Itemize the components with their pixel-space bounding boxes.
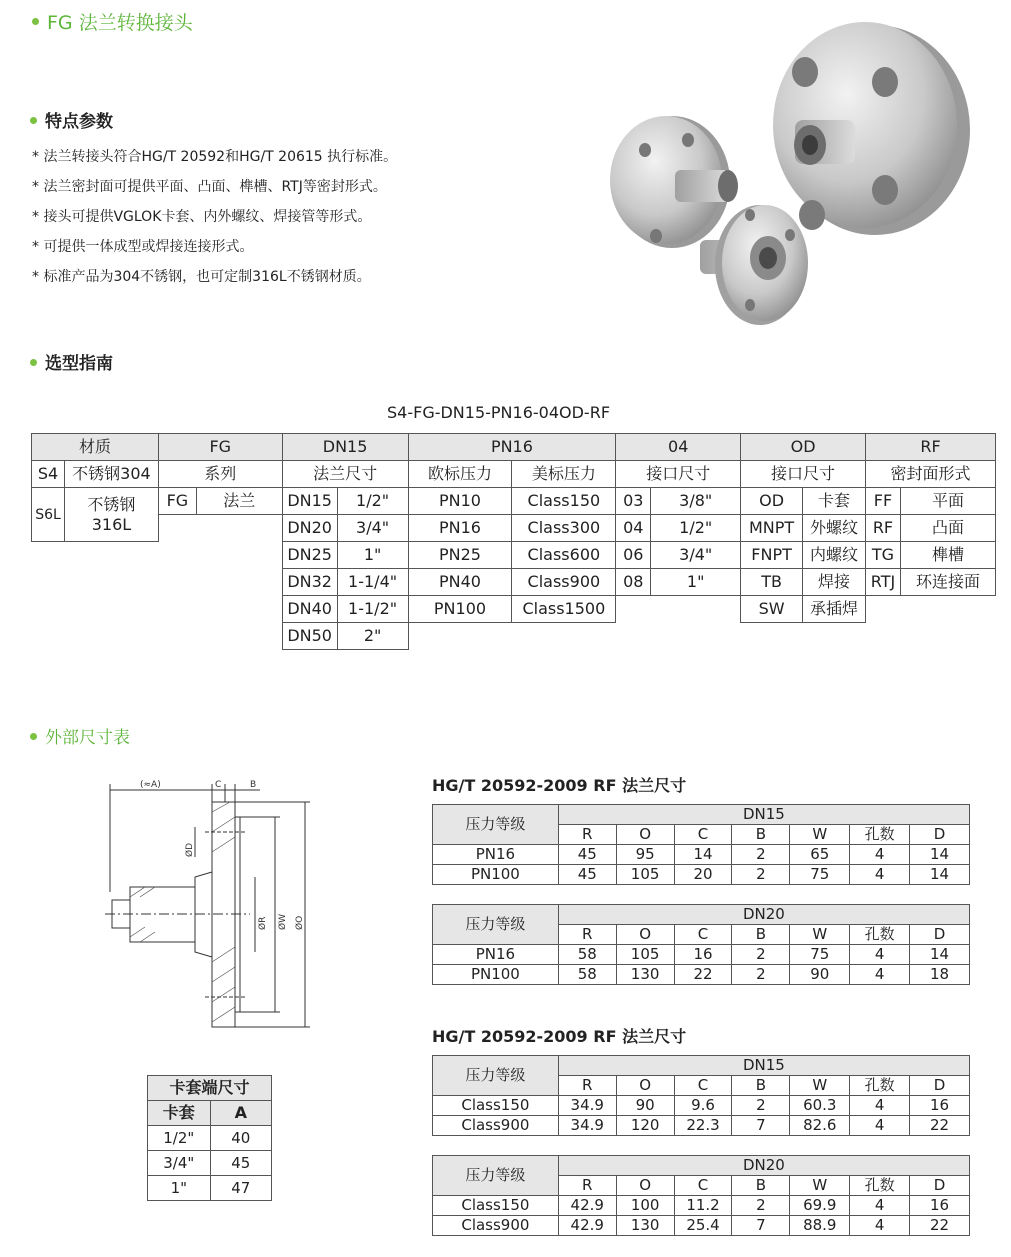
pn-us: Class1500 [512, 596, 616, 623]
cell: 120 [616, 1116, 674, 1136]
cell: 69.9 [790, 1196, 850, 1216]
col-header: O [616, 1176, 674, 1196]
page-title: FG 法兰转换接头 [32, 8, 193, 35]
empty-cell [64, 542, 158, 569]
cell: 4 [850, 1196, 910, 1216]
guide-row [32, 623, 996, 650]
table-row [433, 845, 970, 865]
selection-table [31, 433, 996, 650]
empty-cell [741, 623, 803, 650]
product-photo [600, 10, 1000, 330]
cell: 45 [558, 865, 616, 885]
table-row [433, 965, 970, 985]
cell: 42.9 [558, 1216, 616, 1236]
col-header: C [674, 825, 732, 845]
guide-subheader: 不锈钢304 [64, 461, 158, 488]
empty-cell [196, 542, 282, 569]
guide-row [32, 542, 996, 569]
cell: 42.9 [558, 1196, 616, 1216]
sleeve-header: A [210, 1101, 271, 1126]
conn-name: 焊接 [803, 569, 866, 596]
pn-eu: PN100 [408, 596, 512, 623]
features-heading: 特点参数 [30, 107, 113, 132]
bullet-dot [32, 18, 39, 25]
guide-subheader: 美标压力 [512, 461, 616, 488]
pn-eu: PN25 [408, 542, 512, 569]
cell: PN16 [433, 945, 559, 965]
dn-size: 2" [337, 623, 408, 650]
dim-label: ØR [258, 916, 268, 930]
empty-cell [866, 623, 901, 650]
cell: 34.9 [558, 1116, 616, 1136]
col-header: O [616, 825, 674, 845]
conn-code: FNPT [741, 542, 803, 569]
col-header: O [616, 925, 674, 945]
sleeve-size: 1/2" [148, 1126, 211, 1151]
guide-row [32, 515, 996, 542]
cell: 4 [850, 965, 910, 985]
col-header: B [732, 825, 790, 845]
cell: 95 [616, 845, 674, 865]
cell: 130 [616, 965, 674, 985]
empty-cell [158, 596, 196, 623]
col-header: B [732, 925, 790, 945]
cell: 11.2 [674, 1196, 732, 1216]
feature-item: * 标准产品为304不锈钢，也可定制316L不锈钢材质。 [32, 269, 371, 285]
col-header: D [910, 925, 970, 945]
pn-eu: PN40 [408, 569, 512, 596]
dn-label: DN15 [558, 1056, 969, 1076]
col-header: B [732, 1076, 790, 1096]
col-header: C [674, 1176, 732, 1196]
port-code: 03 [616, 488, 651, 515]
cell: 100 [616, 1196, 674, 1216]
cell: 22.3 [674, 1116, 732, 1136]
dim-table-title: HG/T 20592-2009 RF 法兰尺寸 [432, 776, 687, 795]
guide-header: PN16 [408, 434, 616, 461]
pn-us: Class300 [512, 515, 616, 542]
cell: 16 [674, 945, 732, 965]
dn-code: DN50 [282, 623, 337, 650]
conn-name: 卡套 [803, 488, 866, 515]
dim-table [432, 904, 970, 985]
guide-header: RF [866, 434, 996, 461]
cell: 90 [790, 965, 850, 985]
seal-code: RTJ [866, 569, 901, 596]
cell: PN100 [433, 965, 559, 985]
guide-header: 04 [616, 434, 741, 461]
guide-top-header-row [32, 434, 996, 461]
sleeve-size: 3/4" [148, 1151, 211, 1176]
dim-table [432, 1055, 970, 1136]
empty-cell [196, 623, 282, 650]
port-size: 1" [651, 569, 741, 596]
empty-cell [866, 596, 901, 623]
col-header: W [790, 1076, 850, 1096]
dn-size: 1/2" [337, 488, 408, 515]
sleeve-a: 47 [210, 1176, 271, 1201]
bullet-dot [30, 733, 37, 740]
pn-eu: PN16 [408, 515, 512, 542]
col-header: W [790, 825, 850, 845]
cell: 2 [732, 945, 790, 965]
cell: 9.6 [674, 1096, 732, 1116]
port-code: 08 [616, 569, 651, 596]
empty-cell [64, 623, 158, 650]
cell: 2 [732, 1196, 790, 1216]
cell: 130 [616, 1216, 674, 1236]
empty-cell [32, 542, 65, 569]
cell: 4 [850, 1116, 910, 1136]
empty-cell [158, 515, 196, 542]
guide-subheader: 密封面形式 [866, 461, 996, 488]
empty-cell [158, 623, 196, 650]
cell: 58 [558, 965, 616, 985]
cell: 34.9 [558, 1096, 616, 1116]
cell: 16 [910, 1096, 970, 1116]
table-row [433, 1196, 970, 1216]
col-header: R [558, 925, 616, 945]
cell: 14 [910, 945, 970, 965]
guide-subheader: 法兰尺寸 [282, 461, 408, 488]
feature-item: * 可提供一体成型或焊接连接形式。 [32, 239, 254, 255]
conn-code: SW [741, 596, 803, 623]
cell: Class900 [433, 1216, 559, 1236]
port-size: 3/4" [651, 542, 741, 569]
port-size: 3/8" [651, 488, 741, 515]
empty-cell [32, 623, 65, 650]
technical-drawing [100, 772, 320, 1042]
empty-cell [651, 623, 741, 650]
dim-label: B [250, 780, 257, 790]
conn-code: OD [741, 488, 803, 515]
dn-code: DN32 [282, 569, 337, 596]
seal-code: FF [866, 488, 901, 515]
guide-subheader: S4 [32, 461, 65, 488]
cell: 105 [616, 865, 674, 885]
cell: 7 [732, 1116, 790, 1136]
port-code: 06 [616, 542, 651, 569]
cell: 75 [790, 865, 850, 885]
guide-header: OD [741, 434, 866, 461]
conn-code: MNPT [741, 515, 803, 542]
dn-size: 1" [337, 542, 408, 569]
cell: 4 [850, 1216, 910, 1236]
seal-name: 环连接面 [900, 569, 995, 596]
cell: Class150 [433, 1096, 559, 1116]
empty-cell [196, 515, 282, 542]
cell: 22 [910, 1116, 970, 1136]
empty-cell [32, 569, 65, 596]
col-header: O [616, 1076, 674, 1096]
col-header: C [674, 1076, 732, 1096]
col-header: 孔数 [850, 825, 910, 845]
dn-label: DN20 [558, 905, 969, 925]
col-header: B [732, 1176, 790, 1196]
guide-subheader: 接口尺寸 [616, 461, 741, 488]
dn-size: 1-1/2" [337, 596, 408, 623]
pressure-label: 压力等级 [433, 1156, 559, 1196]
dn-code: DN40 [282, 596, 337, 623]
series-name: 法兰 [196, 488, 282, 515]
seal-name: 凸面 [900, 515, 995, 542]
guide-sub-header-row [32, 461, 996, 488]
sleeve-table [147, 1075, 272, 1201]
dim-table [432, 804, 970, 885]
empty-cell [64, 596, 158, 623]
cell: 82.6 [790, 1116, 850, 1136]
cell: 4 [850, 845, 910, 865]
col-header: R [558, 825, 616, 845]
cell: Class150 [433, 1196, 559, 1216]
cell: 45 [558, 845, 616, 865]
guide-subheader: 接口尺寸 [741, 461, 866, 488]
col-header: W [790, 1176, 850, 1196]
sleeve-header: 卡套 [148, 1101, 211, 1126]
col-header: D [910, 825, 970, 845]
guide-row [32, 569, 996, 596]
guide-row [32, 488, 996, 515]
dim-label: C [215, 780, 222, 790]
feature-item: * 法兰密封面可提供平面、凸面、榫槽、RTJ等密封形式。 [32, 179, 387, 195]
dim-label: ØO [295, 915, 305, 930]
empty-cell [408, 623, 512, 650]
conn-name: 承插焊 [803, 596, 866, 623]
col-header: D [910, 1176, 970, 1196]
port-size: 1/2" [651, 515, 741, 542]
table-row [433, 1096, 970, 1116]
guide-row [32, 596, 996, 623]
port-code: 04 [616, 515, 651, 542]
cell: 2 [732, 1096, 790, 1116]
sleeve-title: 卡套端尺寸 [148, 1076, 272, 1101]
bullet-dot [30, 359, 37, 366]
cell: 14 [910, 865, 970, 885]
table-row [148, 1151, 272, 1176]
outer-heading: 外部尺寸表 [30, 723, 130, 748]
dn-size: 3/4" [337, 515, 408, 542]
dim-table [432, 1155, 970, 1236]
empty-cell [803, 623, 866, 650]
feature-item: * 接头可提供VGLOK卡套、内外螺纹、焊接管等形式。 [32, 209, 372, 225]
cell: PN100 [433, 865, 559, 885]
empty-cell [196, 596, 282, 623]
col-header: R [558, 1076, 616, 1096]
cell: 7 [732, 1216, 790, 1236]
pn-us: Class900 [512, 569, 616, 596]
material-name-line: 316L [91, 514, 132, 534]
table-row [433, 865, 970, 885]
seal-name: 榫槽 [900, 542, 995, 569]
cell: 14 [910, 845, 970, 865]
cell: 4 [850, 945, 910, 965]
cell: 20 [674, 865, 732, 885]
feature-item: * 法兰转接头符合HG/T 20592和HG/T 20615 执行标准。 [32, 149, 398, 165]
table-row [433, 945, 970, 965]
cell: 4 [850, 1096, 910, 1116]
model-code: S4-FG-DN15-PN16-04OD-RF [387, 403, 611, 422]
empty-cell [616, 623, 651, 650]
dim-label: ØD [185, 842, 195, 857]
cell: 58 [558, 945, 616, 965]
material-code: S6L [32, 488, 65, 542]
pressure-label: 压力等级 [433, 805, 559, 845]
empty-cell [158, 542, 196, 569]
empty-cell [512, 623, 616, 650]
sleeve-size: 1" [148, 1176, 211, 1201]
cell: 75 [790, 945, 850, 965]
material-name-line: 不锈钢 [87, 494, 136, 514]
table-row [148, 1126, 272, 1151]
seal-code: RF [866, 515, 901, 542]
dn-code: DN20 [282, 515, 337, 542]
cell: 60.3 [790, 1096, 850, 1116]
guide-heading: 选型指南 [30, 349, 113, 374]
empty-cell [196, 569, 282, 596]
cell: PN16 [433, 845, 559, 865]
col-header: 孔数 [850, 1176, 910, 1196]
guide-header: 材质 [32, 434, 159, 461]
dim-label: (≈A) [140, 780, 161, 790]
empty-cell [900, 623, 995, 650]
sleeve-a: 40 [210, 1126, 271, 1151]
cell: 90 [616, 1096, 674, 1116]
table-row [433, 1216, 970, 1236]
col-header: 孔数 [850, 1076, 910, 1096]
table-row [433, 1116, 970, 1136]
cell: 14 [674, 845, 732, 865]
cell: 22 [674, 965, 732, 985]
cell: 2 [732, 865, 790, 885]
col-header: R [558, 1176, 616, 1196]
empty-cell [651, 596, 741, 623]
pn-eu: PN10 [408, 488, 512, 515]
pressure-label: 压力等级 [433, 1056, 559, 1096]
col-header: 孔数 [850, 925, 910, 945]
guide-subheader: 系列 [158, 461, 282, 488]
cell: 2 [732, 965, 790, 985]
feature-list [32, 142, 397, 292]
sleeve-a: 45 [210, 1151, 271, 1176]
empty-cell [900, 596, 995, 623]
seal-name: 平面 [900, 488, 995, 515]
series-code: FG [158, 488, 196, 515]
seal-code: TG [866, 542, 901, 569]
cell: 16 [910, 1196, 970, 1216]
table-row [148, 1176, 272, 1201]
dn-label: DN15 [558, 805, 969, 825]
empty-cell [64, 569, 158, 596]
dim-table-title: HG/T 20592-2009 RF 法兰尺寸 [432, 1027, 687, 1046]
pn-us: Class600 [512, 542, 616, 569]
cell: 22 [910, 1216, 970, 1236]
guide-header: DN15 [282, 434, 408, 461]
conn-name: 内螺纹 [803, 542, 866, 569]
dn-code: DN15 [282, 488, 337, 515]
cell: 105 [616, 945, 674, 965]
pressure-label: 压力等级 [433, 905, 559, 945]
dn-label: DN20 [558, 1156, 969, 1176]
cell: 25.4 [674, 1216, 732, 1236]
guide-header: FG [158, 434, 282, 461]
dim-label: ØW [278, 914, 288, 930]
pn-us: Class150 [512, 488, 616, 515]
conn-code: TB [741, 569, 803, 596]
dn-code: DN25 [282, 542, 337, 569]
empty-cell [32, 596, 65, 623]
cell: 4 [850, 865, 910, 885]
cell: 65 [790, 845, 850, 865]
conn-name: 外螺纹 [803, 515, 866, 542]
empty-cell [158, 569, 196, 596]
cell: Class900 [433, 1116, 559, 1136]
bullet-dot [30, 117, 37, 124]
guide-subheader: 欧标压力 [408, 461, 512, 488]
material-name [64, 488, 158, 542]
cell: 2 [732, 845, 790, 865]
col-header: W [790, 925, 850, 945]
empty-cell [616, 596, 651, 623]
cell: 18 [910, 965, 970, 985]
col-header: C [674, 925, 732, 945]
col-header: D [910, 1076, 970, 1096]
cell: 88.9 [790, 1216, 850, 1236]
dn-size: 1-1/4" [337, 569, 408, 596]
